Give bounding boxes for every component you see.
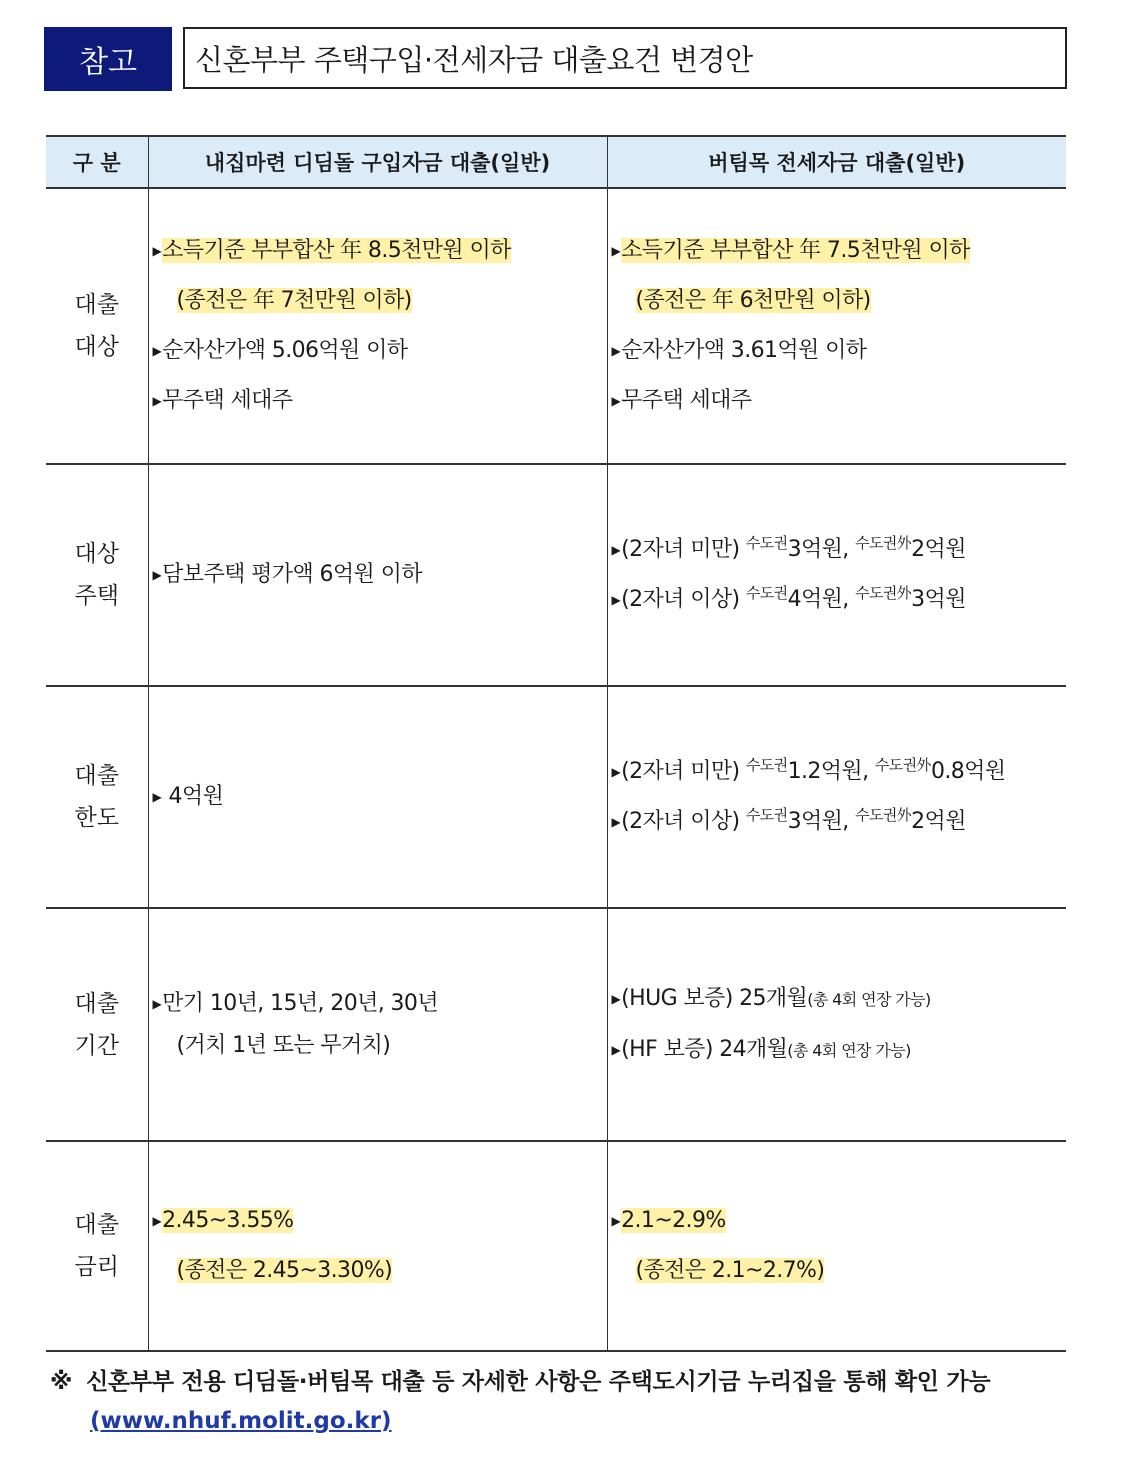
bullet-icon: ▶: [611, 1042, 621, 1057]
cell-didimdol-house: [148, 464, 607, 686]
footnote: [50, 1363, 1080, 1396]
bullet-icon: ▶: [152, 996, 162, 1011]
list-item: ▶(HF 보증) 24개월(총 4회 연장 가능): [611, 1036, 911, 1062]
row-category-loan-target: 대출 대상: [46, 188, 148, 464]
cell-didimdol-target: [148, 188, 607, 464]
list-item: ▶소득기준 부부합산 年 7.5천만원 이하: [611, 238, 970, 263]
list-item: ▶(2자녀 미만) $^{수도권}$3억원, $^{수도권外}$2억원: [611, 534, 966, 562]
list-item: ▶(2자녀 이상) $^{수도권}$4억원, $^{수도권外}$3억원: [611, 584, 966, 612]
header-didimdol: 내집마련 디딤돌 구입자금 대출(일반): [148, 136, 607, 188]
bullet-icon: ▶: [152, 244, 162, 258]
list-item: ▶소득기준 부부합산 年 8.5천만원 이하: [152, 238, 511, 263]
cell-beotimmok-rate: [607, 1141, 1066, 1351]
list-item: ▶(2자녀 이상) $^{수도권}$3억원, $^{수도권外}$2억원: [611, 806, 966, 834]
list-item: (종전은 年 6천만원 이하): [635, 288, 871, 313]
bullet-icon: ▶: [611, 991, 621, 1006]
list-item: (거치 1년 또는 무거치): [176, 1032, 391, 1058]
table-row: [46, 686, 1066, 908]
bullet-icon: ▶: [611, 244, 621, 258]
bullet-icon: ▶: [152, 790, 162, 804]
list-item: ▶무주택 세대주: [611, 388, 752, 413]
footnote-text: 신혼부부 전용 디딤돌·버팀목 대출 등 자세한 사항은 주택도시기금 누리집을 통해 확인 가능: [86, 1369, 991, 1395]
row-category-loan-limit: 대출 한도: [46, 686, 148, 908]
header-category: 구 분: [46, 136, 148, 188]
row-category-interest-rate: 대출 금리: [46, 1141, 148, 1351]
cell-didimdol-limit: [148, 686, 607, 908]
list-item: ▶무주택 세대주: [152, 388, 293, 413]
reference-mark-icon: ※: [50, 1369, 73, 1395]
bullet-icon: ▶: [611, 543, 621, 557]
row-category-loan-period: 대출 기간: [46, 908, 148, 1141]
table-row: [46, 464, 1066, 686]
bullet-icon: ▶: [152, 568, 162, 582]
bullet-icon: ▶: [611, 765, 621, 779]
list-item: ▶ 4억원: [152, 784, 224, 809]
table-row: [46, 908, 1066, 1141]
bullet-icon: ▶: [611, 344, 621, 358]
footnote-link-line: [90, 1408, 392, 1434]
list-item: ▶순자산가액 5.06억원 이하: [152, 338, 408, 363]
nhuf-website-link[interactable]: (www.nhuf.molit.go.kr): [90, 1408, 392, 1434]
table-row: [46, 1141, 1066, 1351]
list-item: ▶순자산가액 3.61억원 이하: [611, 338, 867, 363]
bullet-icon: ▶: [152, 394, 162, 408]
bullet-icon: ▶: [611, 1214, 621, 1228]
list-item: ▶2.1~2.9%: [611, 1208, 726, 1233]
list-item: ▶담보주택 평가액 6억원 이하: [152, 562, 422, 587]
reference-badge: 참고: [44, 27, 172, 91]
header-beotimmok: 버팀목 전세자금 대출(일반): [607, 136, 1066, 188]
table-header-row: [46, 136, 1066, 188]
list-item: ▶만기 10년, 15년, 20년, 30년: [152, 990, 438, 1016]
bullet-icon: ▶: [152, 344, 162, 358]
row-category-target-house: 대상 주택: [46, 464, 148, 686]
bullet-icon: ▶: [611, 394, 621, 408]
cell-beotimmok-limit: [607, 686, 1066, 908]
list-item: (종전은 2.1~2.7%): [635, 1258, 825, 1283]
page-title: 신혼부부 주택구입·전세자금 대출요건 변경안: [183, 27, 1067, 89]
bullet-icon: ▶: [152, 1214, 162, 1228]
cell-beotimmok-period: [607, 908, 1066, 1141]
list-item: ▶(2자녀 미만) $^{수도권}$1.2억원, $^{수도권外}$0.8억원: [611, 756, 1006, 784]
list-item: ▶(HUG 보증) 25개월(총 4회 연장 가능): [611, 985, 931, 1011]
cell-beotimmok-target: [607, 188, 1066, 464]
table-row: [46, 188, 1066, 464]
cell-didimdol-rate: [148, 1141, 607, 1351]
cell-beotimmok-house: [607, 464, 1066, 686]
loan-requirements-table: [46, 135, 1066, 1352]
cell-didimdol-period: [148, 908, 607, 1141]
bullet-icon: ▶: [611, 593, 621, 607]
bullet-icon: ▶: [611, 815, 621, 829]
list-item: ▶2.45~3.55%: [152, 1208, 294, 1233]
list-item: (종전은 2.45~3.30%): [176, 1258, 393, 1283]
list-item: (종전은 年 7천만원 이하): [176, 288, 412, 313]
